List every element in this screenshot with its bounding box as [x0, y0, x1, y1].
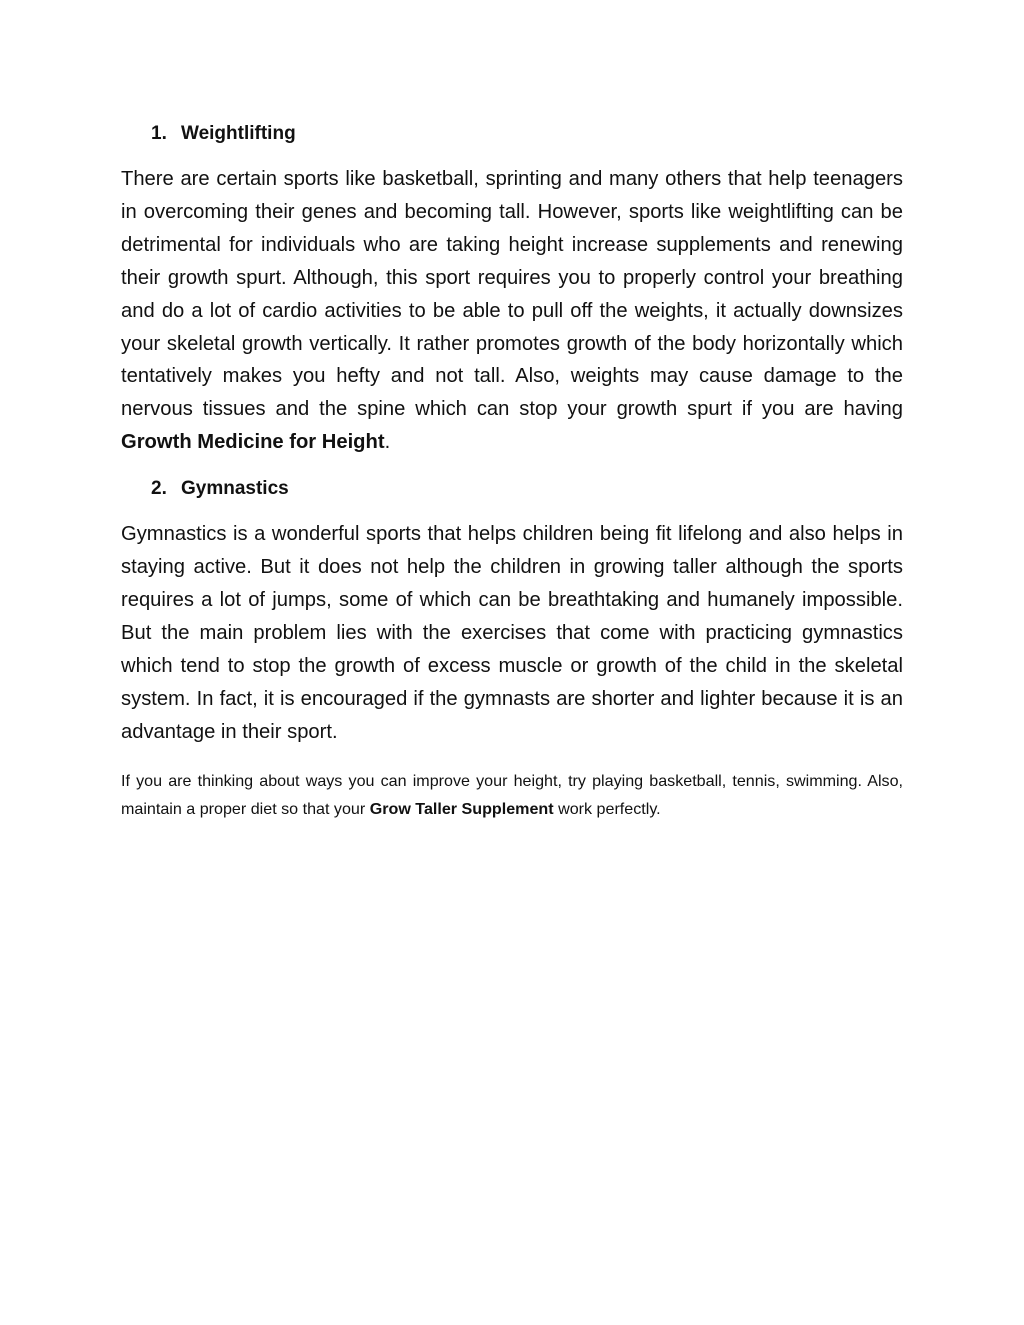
section-heading-weightlifting	[151, 117, 903, 150]
closing-text: If you are thinking about ways you can improve your height, try playing basketball, tennis, swimming. Also, maintain a proper diet so that your	[121, 771, 903, 818]
section-title: Gymnastics	[181, 478, 289, 500]
section-number: 1.	[151, 123, 167, 144]
section-title: Weightlifting	[181, 123, 296, 144]
paragraph-text: There are certain sports like basketball, sprinting and many others that help teenagers in overcoming their genes and becoming tall. However, sports like weightlifting can be detrimental for individuals who are taking height increase supplements and renewing their growth spurt. Although, this sport requires you to properly control your breathing and do a lot of cardio activities to be able to pull off the weights, it actually downsizes your skeletal growth vertically. It rather promotes growth of the body horizontally which tentatively makes you hefty and not tall. Also, weights may cause damage to the nervous tissues and the spine which can stop your growth spurt if you are having	[121, 168, 903, 421]
closing-paragraph	[121, 767, 903, 823]
section-number: 2.	[151, 478, 167, 500]
gymnastics-paragraph: Gymnastics is a wonderful sports that helps children being fit lifelong and also helps in staying active. But it does not help the children in growing taller although the sports requires a lot of jumps, some of which can be breathtaking and humanely impossible. But the main problem lies with the exercises that come with practicing gymnastics which tend to stop the growth of excess muscle or growth of the child in the skeletal system. In fact, it is encouraged if the gymnasts are shorter and lighter because it is an advantage in their sport.	[121, 523, 903, 743]
weightlifting-paragraph	[121, 163, 903, 459]
section-heading-gymnastics	[151, 472, 903, 505]
closing-end: work perfectly.	[553, 799, 661, 818]
document-content	[121, 117, 903, 836]
paragraph-end: .	[384, 431, 391, 454]
bold-link-text: Growth Medicine for Height	[121, 431, 385, 454]
bold-link-text: Grow Taller Supplement	[369, 799, 554, 818]
